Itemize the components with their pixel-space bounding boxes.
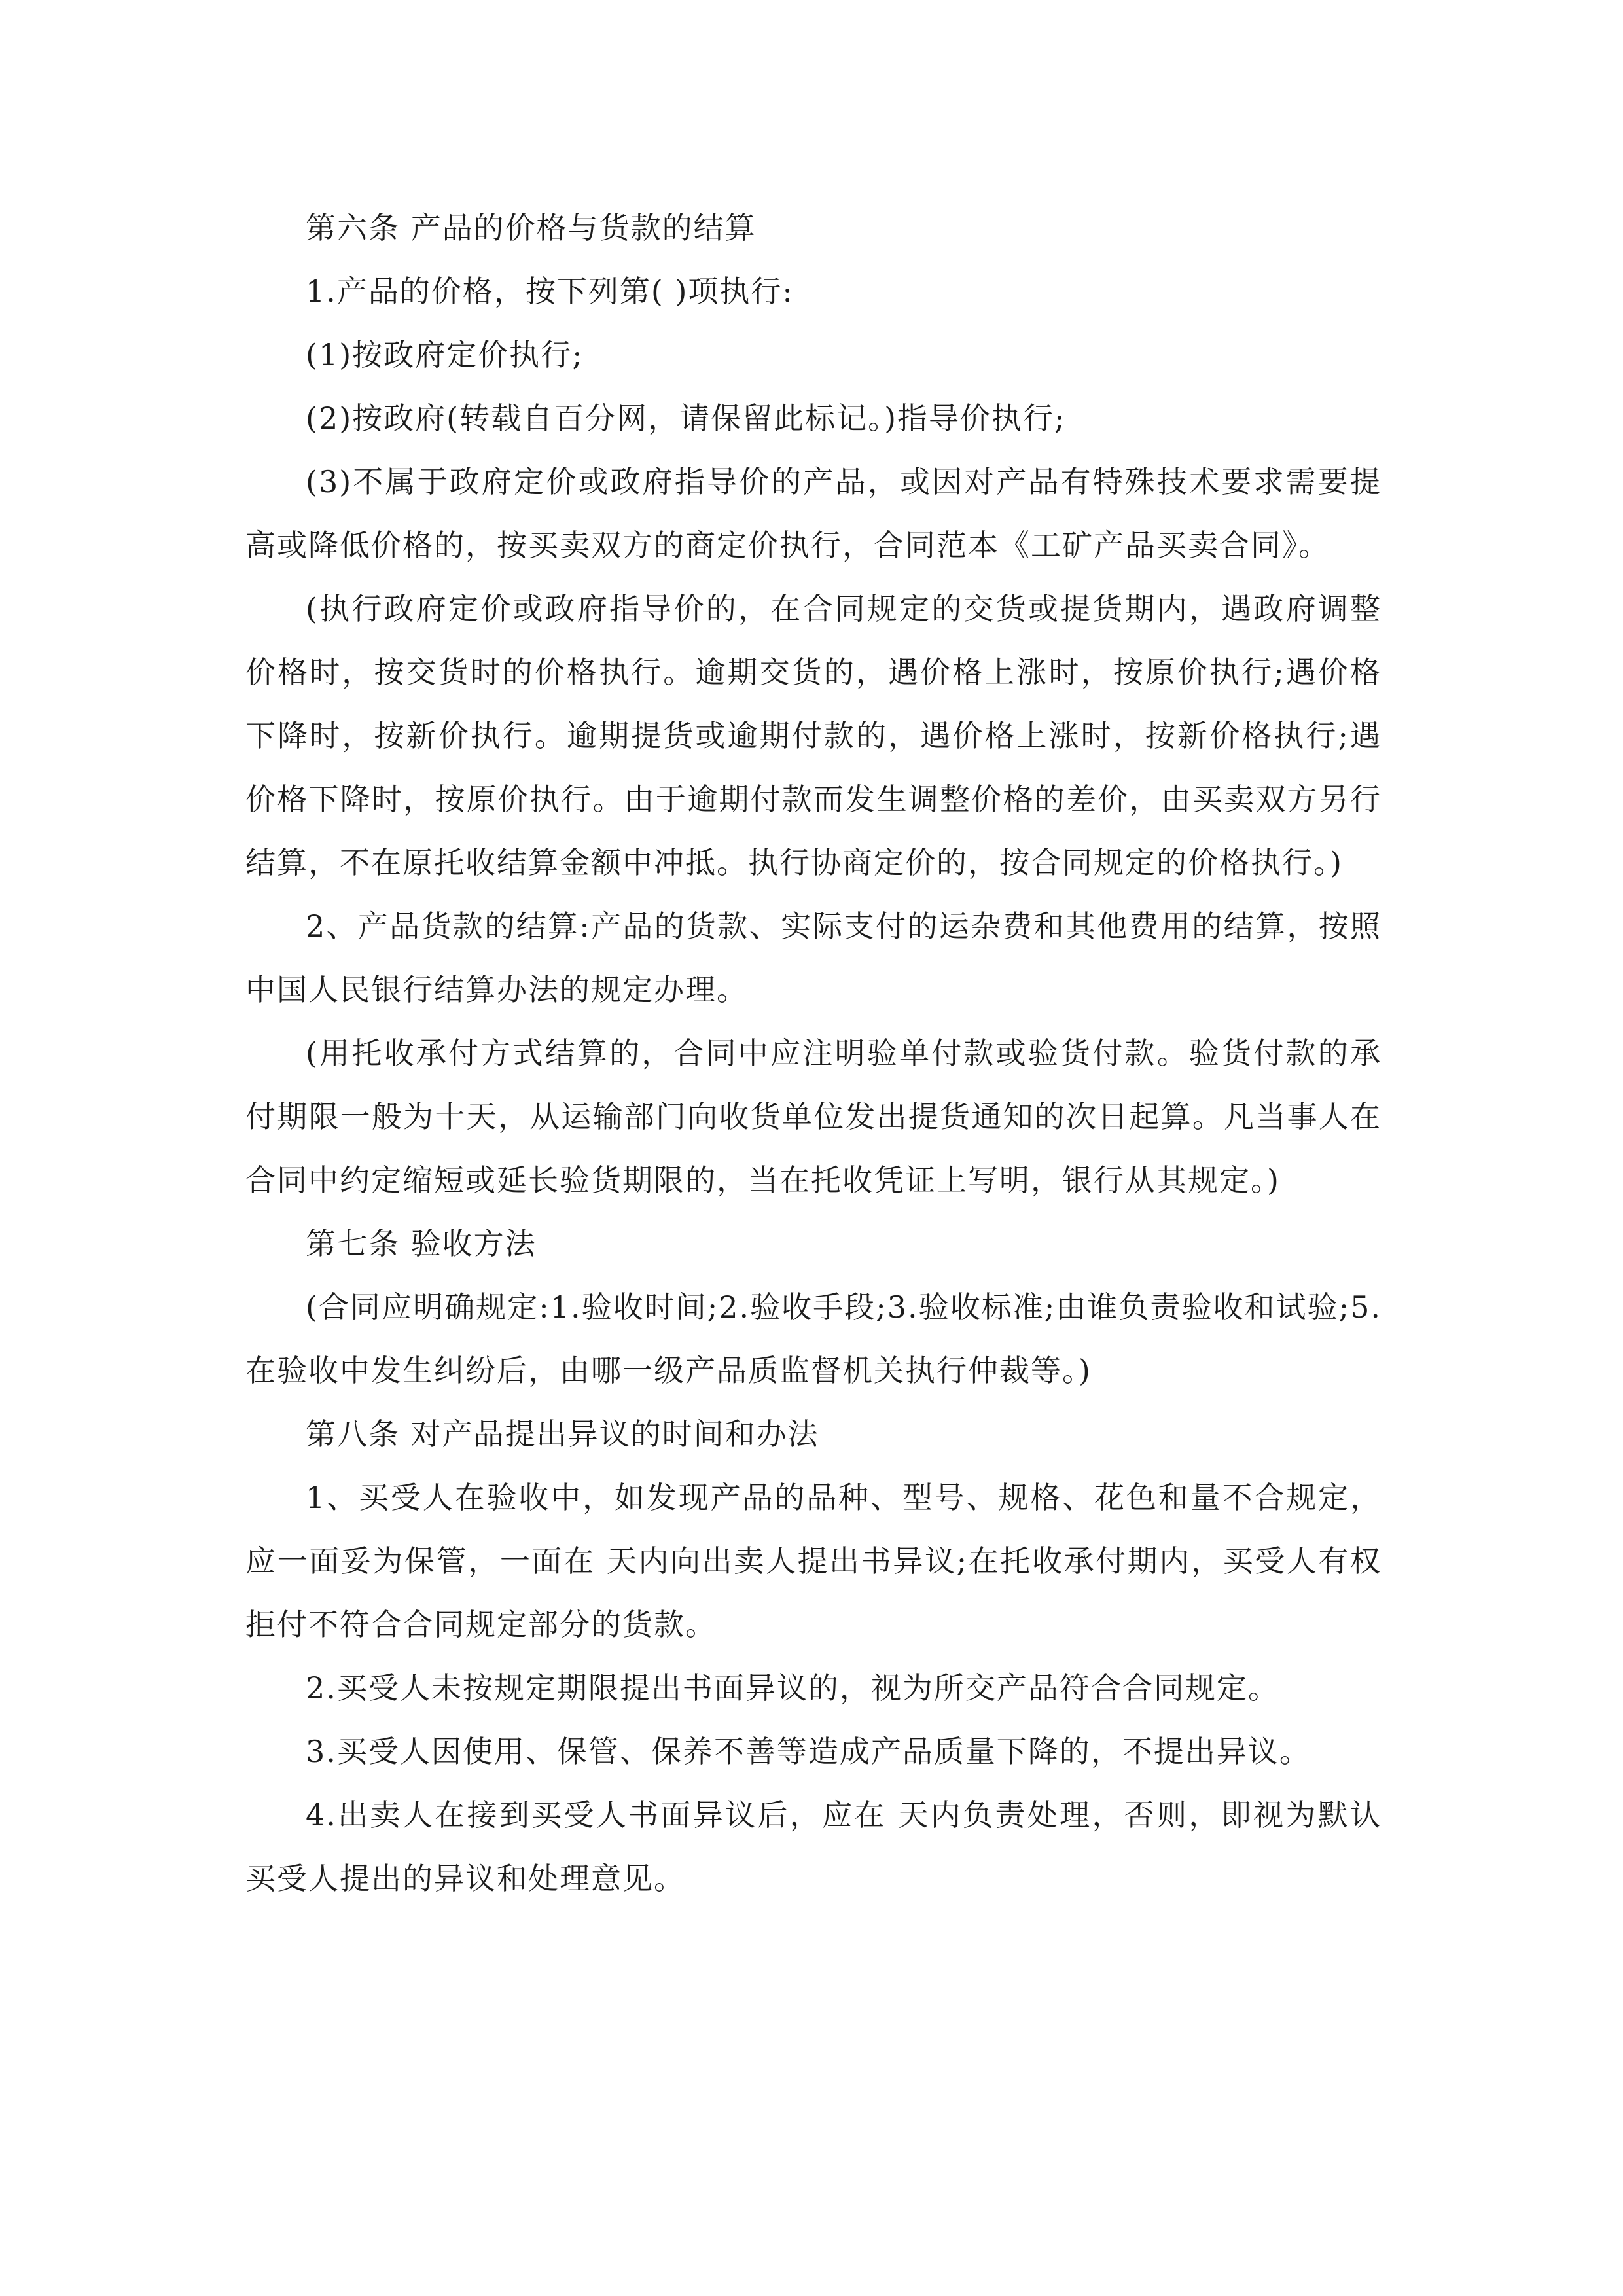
objection-clause-1: 1、买受人在验收中，如发现产品的品种、型号、规格、花色和量不合规定，应一面妥为保管，一面在 天内向出卖人提出书异议;在托收承付期内，买受人有权拒付不符合合同规定部分的货款。: [245, 1480, 1382, 1642]
price-clause: 1.产品的价格，按下列第( )项执行:: [306, 274, 794, 309]
price-option-2: (2)按政府(转载自百分网，请保留此标记。)指导价执行;: [306, 401, 1066, 436]
inspection-method-note: (合同应明确规定:1.验收时间;2.验收手段;3.验收标准;由谁负责验收和试验;5.在验收中发生纠纷后，由哪一级产品质监督机关执行仲裁等。): [245, 1289, 1382, 1388]
price-option-3: (3)不属于政府定价或政府指导价的产品，或因对产品有特殊技术要求需要提高或降低价格的，按买卖双方的商定价执行，合同范本《工矿产品买卖合同》。: [245, 464, 1382, 563]
objection-clause-2: 2.买受人未按规定期限提出书面异议的，视为所交产品符合合同规定。: [306, 1670, 1279, 1706]
article-6-heading: 第六条 产品的价格与货款的结算: [306, 210, 757, 245]
article-7-heading: 第七条 验收方法: [306, 1226, 537, 1261]
collection-acceptance-note: (用托收承付方式结算的，合同中应注明验单付款或验货付款。验货付款的承付期限一般为十天，从运输部门向收货单位发出提货通知的次日起算。凡当事人在合同中约定缩短或延长验货期限的，当在托收凭证上写明，银行从其规定。): [245, 1035, 1382, 1198]
price-option-1: (1)按政府定价执行;: [306, 337, 584, 372]
document-body: [245, 196, 1382, 1910]
article-8-heading: 第八条 对产品提出异议的时间和办法: [306, 1416, 819, 1452]
objection-clause-3: 3.买受人因使用、保管、保养不善等造成产品质量下降的，不提出异议。: [306, 1734, 1311, 1769]
payment-settlement-clause: 2、产品货款的结算:产品的货款、实际支付的运杂费和其他费用的结算，按照中国人民银行结算办法的规定办理。: [245, 908, 1382, 1007]
price-adjustment-note: (执行政府定价或政府指导价的，在合同规定的交货或提货期内，遇政府调整价格时，按交货时的价格执行。逾期交货的，遇价格上涨时，按原价执行;遇价格下降时，按新价执行。逾期提货或逾期付款的，遇价格上涨时，按新价格执行;遇价格下降时，按原价执行。由于逾期付款而发生调整价格的差价，由买卖双方另行结算，不在原托收结算金额中冲抵。执行协商定价的，按合同规定的价格执行。): [245, 591, 1382, 880]
objection-clause-4: 4.出卖人在接到买受人书面异议后，应在 天内负责处理，否则，即视为默认买受人提出的异议和处理意见。: [245, 1797, 1382, 1896]
